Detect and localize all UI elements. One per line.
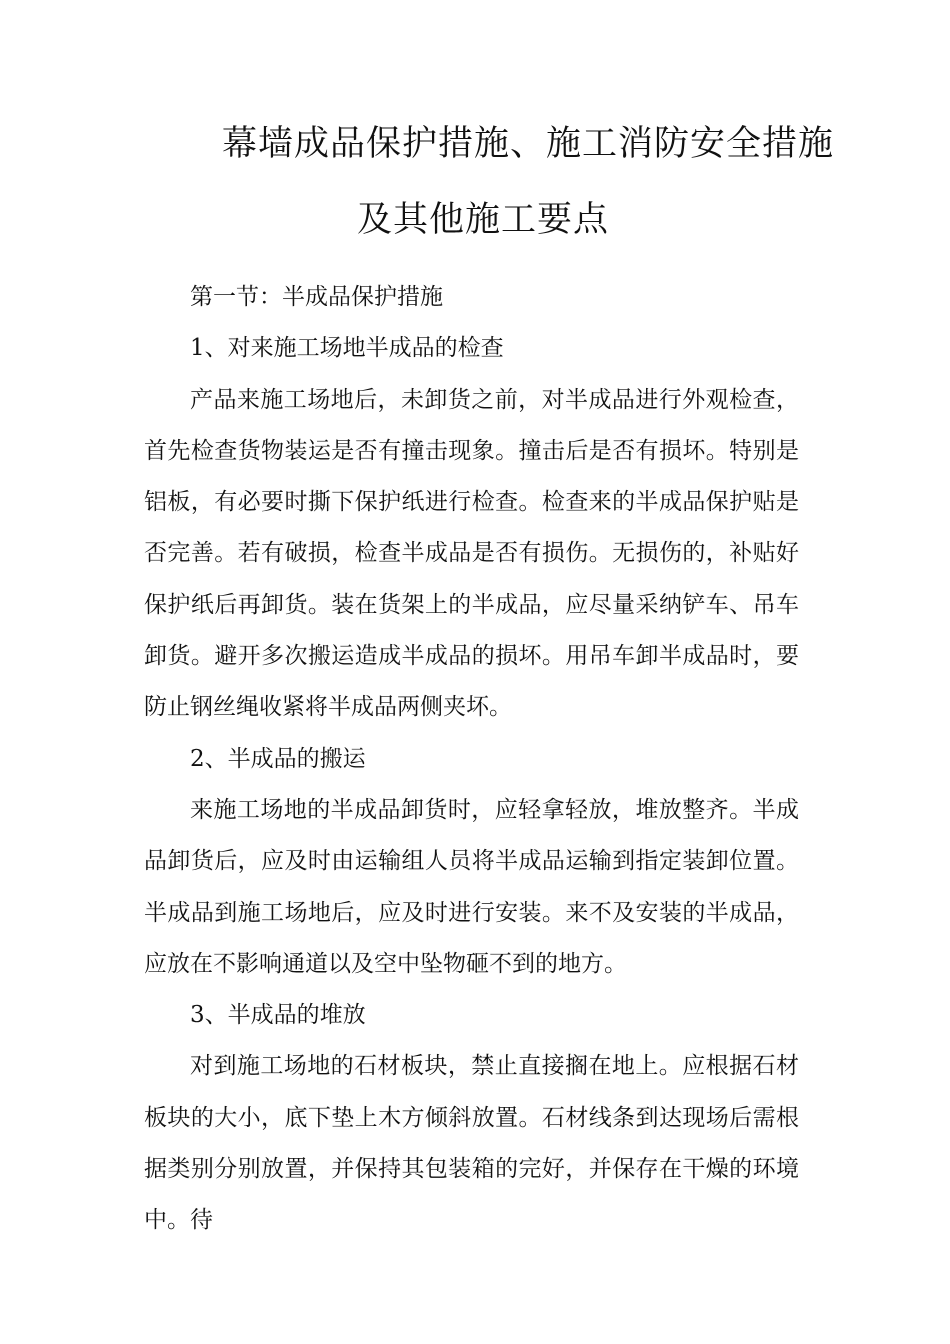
document-body <box>144 272 799 1247</box>
item-2-heading: 2、半成品的搬运 <box>190 745 366 772</box>
item-1-paragraph: 产品来施工场地后，未卸货之前，对半成品进行外观检查，首先检查货物装运是否有撞击现象。撞击后是否有损坏。特别是铝板，有必要时撕下保护纸进行检查。检查来的半成品保护贴是否完善。若有破损，检查半成品是否有损伤。无损伤的，补贴好保护纸后再卸货。装在货架上的半成品，应尽量采纳铲车、吊车卸货。避开多次搬运造成半成品的损坏。用吊车卸半成品时，要防止钢丝绳收紧将半成品两侧夹坏。 <box>144 386 799 721</box>
document-title-line-2: 及其他施工要点 <box>357 200 610 240</box>
item-1-heading: 1、对来施工场地半成品的检查 <box>190 335 504 362</box>
item-2-paragraph: 来施工场地的半成品卸货时，应轻拿轻放，堆放整齐。半成品卸货后，应及时由运输组人员将半成品运输到指定装卸位置。半成品到施工场地后，应及时进行安装。来不及安装的半成品，应放在不影响通道以及空中坠物砸不到的地方。 <box>144 796 799 977</box>
item-3-paragraph: 对到施工场地的石材板块，禁止直接搁在地上。应根据石材板块的大小，底下垫上木方倾斜放置。石材线条到达现场后需根据类别分别放置，并保持其包装箱的完好，并保存在干燥的环境中。待 <box>144 1053 799 1234</box>
section-heading: 第一节：半成品保护措施 <box>190 284 443 310</box>
item-3-heading: 3、半成品的堆放 <box>190 1002 366 1029</box>
document-title-line-1: 幕墙成品保护措施、施工消防安全措施 <box>222 124 835 164</box>
